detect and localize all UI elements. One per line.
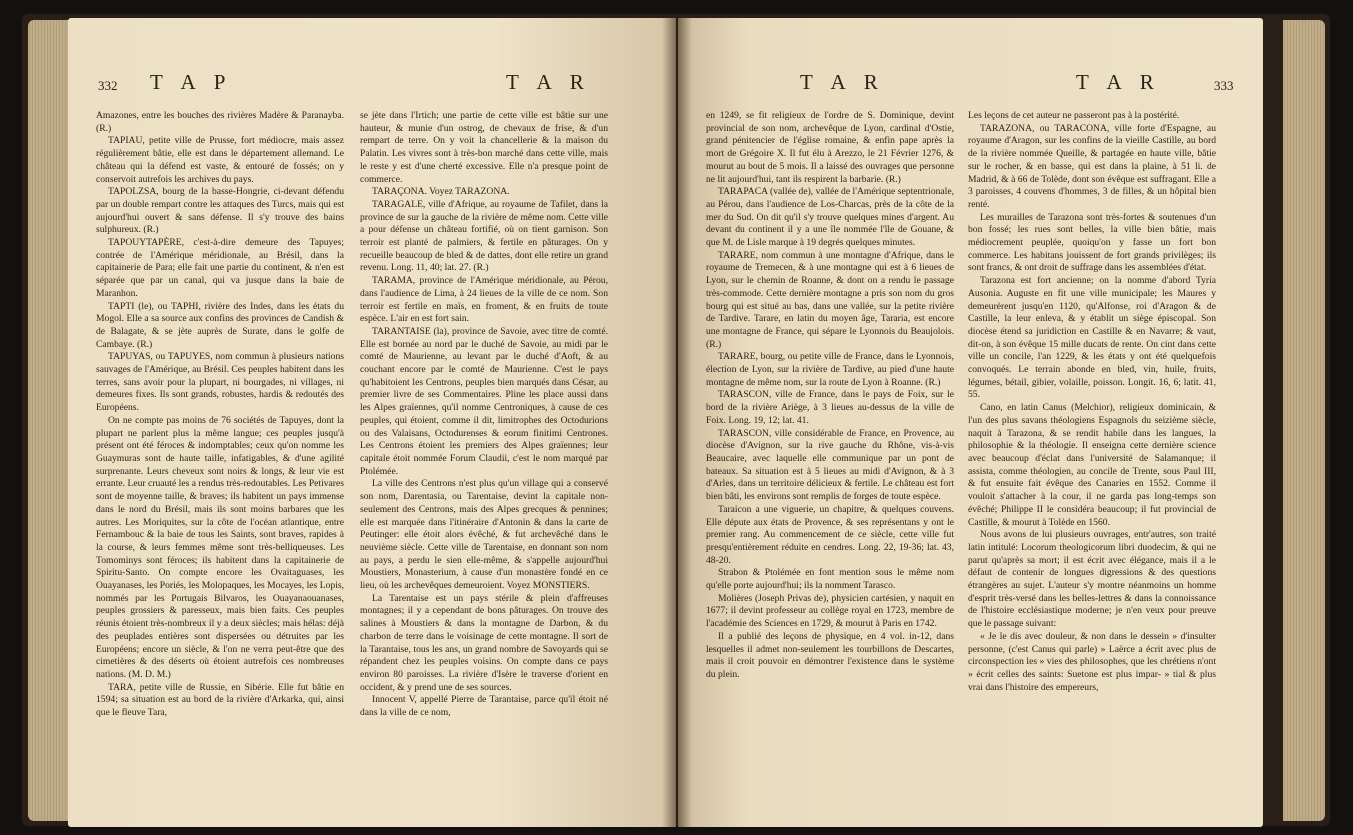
paragraph: On ne compte pas moins de 76 sociétés de Tapuyes, dont la plupart ne parlent plus la même langue; ces peuples jusqu'à présent ont été féroces & indomptables; ceux qu'on nomme les Guaymuras sont de haute taille, infatigables, & d'une agilité surprenante. Leurs cheveux sont noirs & longs, & leur vie est errante. Leur cruauté les a rendus très-redoutables. Les Petivares sont de moyenne taille, & braves; ils habitent un pays immense dans le nord du Brésil, mais ils sont moins barbares que les autres. Les Moriquites, sur la côte de l'océan atlantique, entre Fernambouc & la baie de tous les Saints, sont braves, rapides à la course, & leurs femmes même sont très-belliqueuses. Les Tomominys sont féroces; ils habitent dans la capitainerie de Spiritu-Santo. On compte encore les Ovaitaguases, les Ouayanases, les Poriés, les Molopaques, les Mocayes, les Lopis, nommés par les Portugais Bilvaros, les Ouayanaouanases, peuples grossiers & paresseux, mais bien faits. Ces peuples réunis étoient très-nombreux il y a deux siècles; mais hélas: déjà des peuplades entières sont dispersées ou détruites par les Européens; encore un siècle, & l'on ne verra peut-être que des cimetières & des déserts où étoient autrefois ces nombreuses nations. (M. D. M.) (96, 414, 344, 680)
paragraph: TAPTI (le), ou TAPHI, rivière des Indes, dans les états du Mogol. Elle a sa source aux confins des provinces de Candish & de Balagate, & se jète auprès de Surate, dans le golfe de Cambaye. (R.) (96, 300, 344, 350)
left-page (68, 18, 676, 827)
paragraph: TARASCON, ville de France, dans le pays de Foix, sur le bord de la rivière Ariège, à 3 lieues au-dessus de la ville de Foix. Long. 19, 12; lat. 41. (706, 389, 954, 426)
left-page-edges (28, 20, 70, 821)
paragraph: Taraicon a une viguerie, un chapitre, & quelques couvens. Elle députe aux états de Provence, & ses représentans y ont le premier rang. Au commencement de ce siècle, cette ville fut presqu'entièrement réduite en cendres. Long. 22, 19-36; lat. 43, 48-20. (706, 503, 954, 566)
book-gutter (662, 18, 692, 827)
running-head-left-2: T A R (506, 70, 591, 94)
right-page-column-2 (968, 110, 1216, 694)
paragraph: TARANTAISE (la), province de Savoie, avec titre de comté. Elle est bornée au nord par le duché de Savoie, au midi par le comté de Maurienne, au levant par le duché d'Aoft, & au couchant encore par le comté de Maurienne. C'est le pays qu'habitoient les Centrons, peuples bien marqués dans César, au premier livre de ses Commentaires. Pline les place aussi dans les Alpes graïennes, qu'il nomme Centroniques, à cause de ces peuples, qui étoient, comme il dit, limitrophes des Octodurions ou des Valaisans, Octodurenses & eorum finitimi Centrones. Les Centrons étoient les premiers des Alpes graïennes; leur capitale étoit nommée Forum Claudii, c'est le nom marqué par Ptolémée. (360, 325, 608, 477)
page-number-left: 332 (98, 78, 118, 93)
paragraph: TAPOUYTAPÈRE, c'est-à-dire demeure des Tapuyes; contrée de l'Amérique méridionale, au Brésil, dans la capitainerie de Para; elle fait une partie du continent, & n'en est séparée que par un canal, qui va jusque dans la baie de Maranhon. (96, 237, 344, 299)
paragraph: Tarazona est fort ancienne; on la nomme d'abord Tyria Ausonia. Auguste en fit une ville municipale; les Maures y demeurèrent jusqu'en 1120, qu'Alfonse, roi d'Aragon & de Castille, la leur enleva, & y établit un siège épiscopal. Son diocèse étend sa juridiction en Castille & en Navarre; & vaut, dit-on, à son évêque 15 mille ducats de rente. On cint dans cette ville un concile, l'an 1229, & les états y ont été quelquefois convoqués. Le terrain abonde en bled, vin, huile, fruits, légumes, bétail, gibier, volaille, poisson. Longit. 16, 6; latit. 41, 55. (968, 275, 1216, 401)
paragraph: TAPIAU, petite ville de Prusse, fort médiocre, mais assez régulièrement bâtie, elle est dans le département allemand. Le château qui la défend est vaste, & entouré de fossés; on y conservoit autrefois les archives du pays. (96, 135, 344, 185)
paragraph: TARAMA, province de l'Amérique méridionale, au Pérou, dans l'audience de Lima, à 24 lieues de la ville de ce nom. Son terroir est fertile en maïs, en froment, & en fruits de toute espèce. L'air en est fort sain. (360, 275, 608, 325)
paragraph: La Tarentaise est un pays stérile & plein d'affreuses montagnes; il y a cependant de bons pâturages. On trouve des salines à Moustiers & dans la montagne de Darbon, & du charbon de terre dans le voisinage de cette montagne. Il sort de la Tarantaise, tous les ans, un grand nombre de Savoyards qui se répandent chez les peuples voisins. On compte dans ce pays environ 80 paroisses. La rivière d'Isère le traverse d'orient en occident, & y prend une de ses sources. (360, 592, 608, 693)
paragraph: Les leçons de cet auteur ne passeront pas à la postérité. (968, 110, 1180, 121)
running-head-left-1: T A P (150, 70, 233, 94)
paragraph: TARAÇONA. Voyez TARAZONA. (372, 186, 510, 198)
running-head-right-2: T A R (1076, 70, 1161, 94)
paragraph: Il a publié des leçons de physique, en 4 vol. in-12, dans lesquelles il admet non-seulement les tourbillons de Descartes, mais il croit pouvoir en démontrer l'existence dans le système du plein. (706, 630, 954, 680)
paragraph: Les murailles de Tarazona sont très-fortes & soutenues d'un bon fossé; les rues sont belles, la ville bien bâtie, mais médiocrement peuplée, quoiqu'on y fasse un fort bon commerce. Les habitans jouissent de fort grands privilèges; ils sont francs, & ont droit de suffrage dans les assemblées d'état. (968, 211, 1216, 274)
paragraph: TARAGALE, ville d'Afrique, au royaume de Tafilet, dans la province de sur la gauche de la rivière de même nom. Cette ville a pour défense un château fortifié, où on tient garnison. Son terroir est planté de palmiers, & fertile en pâturages. On y recueille beaucoup de bled & de dattes, dont elle retire un grand revenu. Long. 11, 40; lat. 27. (R.) (360, 198, 608, 274)
left-page-column-1 (96, 110, 344, 720)
paragraph: TARARE, nom commun à une montagne d'Afrique, dans le royaume de Tremecen, & à une montagne qui est à 6 lieues de Lyon, sur le chemin de Roanne, & dont on a rendu le passage très-commode. Cette dernière montagne a pris son nom du gros bourg qui est situé au bas, dans une vallée, sur la petite rivière de Tardive. Tarare, en latin du moyen âge, Tararia, est encore une montagne de France, qui sépare le Lyonnois du Beaujolois. (R.) (706, 249, 954, 350)
paragraph: Molières (Joseph Privas de), physicien cartésien, y naquit en 1677; il devint professeur au collège royal en 1723, membre de l'académie des Sciences en 1729, & mourut à Paris en 1742. (706, 592, 954, 630)
paragraph: Strabon & Ptolémée en font mention sous le même nom qu'elle porte aujourd'hui; ils la nomment Tarasco. (706, 567, 954, 592)
paragraph: en 1249, se fit religieux de l'ordre de S. Dominique, devint provincial de son nom, archevêque de Lyon, cardinal d'Ostie, grand pénitencier de l'église romaine, & enfin pape après la mort de Grégoire X. Il fut élu à Arezzo, le 21 Février 1276, & mourut au bout de 5 mois. Il a laissé des ouvrages que personne ne lit aujourd'hui, tant ils respirent la barbarie. (R.) (706, 110, 954, 185)
paragraph: TARA, petite ville de Russie, en Sibérie. Elle fut bâtie en 1594; sa situation est au bord de la rivière d'Arkarka, qui, ainsi que le fleuve Tara, (96, 681, 344, 719)
paragraph: Cano, en latin Canus (Melchior), religieux dominicain, & l'un des plus savans théologiens Espagnols du seizième siècle, naquit à Tarazona, & se rendit habile dans les langues, la philosophie & la théologie. Il enseigna cette dernière science avec beaucoup d'éclat dans l'université de Salamanque; il assista, comme théologien, au concile de Trente, sous Paul III, & fut ensuite fait évêque des Canaries en 1552. Comme il vouloit s'attacher à la cour, il ne garda pas long-temps son évêché; Philippe II le considéra beaucoup; il fut provincial de Castille, & mourut à Tolède en 1560. (968, 402, 1216, 528)
paragraph: TARAZONA, ou TARACONA, ville forte d'Espagne, au royaume d'Aragon, sur les confins de la vieille Castille, au bord de la rivière nommée Queille, & partagée en haute ville, bâtie sur le rocher, & en basse, qui est dans la plaine, à 51 li. de Madrid, & à 66 de Tolède, dont son évêque est suffragant. Elle a 3 paroisses, 4 couvens d'hommes, 3 de filles, & un hôpital bien renté. (968, 122, 1216, 210)
right-page-edges (1283, 20, 1325, 821)
page-number-right: 333 (1214, 78, 1234, 93)
paragraph: Innocent V, appellé Pierre de Tarantaise, parce qu'il étoit né dans la ville de ce nom, (360, 694, 608, 719)
running-head-right-1: T A R (800, 70, 885, 94)
paragraph: TARAPACA (vallée de), vallée de l'Amérique septentrionale, au Pérou, dans l'audience de Los-Charcas, près de la côte de la mer du Sud. On dit qu'il s'y trouve quelques mines d'argent. Au devant du continent il y a une île nommée l'île de Gouane, & que M. de Lisle marque à 19 degrés quelques minutes. (706, 186, 954, 249)
left-page-column-2 (360, 110, 608, 720)
paragraph: TAPUYAS, ou TAPUYES, nom commun à plusieurs nations sauvages de l'Amérique, au Brésil. Ces peuples habitent dans les terres, sans avoir pour la plupart, ni bourgades, ni villages, ni demeures fixes. Ils sont grands, robustes, hardis & redoutés des Européens. (96, 351, 344, 414)
right-page-column-1 (706, 110, 954, 682)
paragraph: TAPOLZSA, bourg de la basse-Hongrie, ci-devant défendu par un double rempart contre les attaques des Turcs, mais qui est aujourd'hui ouvert & sans défense. Il s'y trouve des bains sulphureux. (R.) (96, 186, 344, 236)
right-page (678, 18, 1263, 827)
paragraph: se jète dans l'Irtich; une partie de cette ville est bâtie sur une hauteur, & munie d'un ostrog, de chevaux de frise, & d'un rempart de terre. On y voit la chancellerie & la maison du Palatin. Les vivres sont à très-bon marché dans cette ville, mais le reste y est d'une cherté excessive. Elle n'a presque point de commerce. (360, 110, 608, 185)
paragraph: TARASCON, ville considérable de France, en Provence, au diocèse d'Avignon, sur la rive gauche du Rhône, vis-à-vis Beaucaire, avec laquelle elle communique par un pont de bateaux. Sa situation est à 5 lieues au midi d'Avignon, & à 3 d'Arles, dans un territoire délicieux & fertile. Le château est fort bien bâti, les environs sont remplis de forges de toute espèce. (706, 427, 954, 503)
paragraph: La ville des Centrons n'est plus qu'un village qui a conservé son nom, Darentasia, ou Tarentaise, devint la capitale non-seulement des Centrons, mais des Alpes grecques & pennines; elle est marquée dans l'itinéraire d'Antonin & dans la carte de Peutinger: elle étoit alors évêché, & fut archevêché dans le neuvième siècle. Cette ville de Tarentaise, en donnant son nom au pays, a perdu le sien elle-même, & s'appelle aujourd'hui Moustiers, Monasterium, à cause d'un monastère fondé en ce lieu, où les archevêques demeuroient. Voyez MONSTIERS. (360, 478, 608, 592)
paragraph: TARARE, bourg, ou petite ville de France, dans le Lyonnois, élection de Lyon, sur la rivière de Tardive, au pied d'une haute montagne de même nom, sur la route de Lyon à Roanne. (R.) (706, 351, 954, 388)
paragraph: Amazones, entre les bouches des rivières Madère & Paranayba. (R.) (96, 110, 344, 134)
paragraph: Nous avons de lui plusieurs ouvrages, entr'autres, son traité latin intitulé: Locorum theologicorum libri duodecim, & qui ne parut qu'après sa mort; il est écrit avec élégance, mais il a le défaut de contenir de longues digressions & des questions étrangères au sujet. L'auteur s'y montre néanmoins un homme d'esprit très-versé dans les belles-lettres & dans la connoissance de l'histoire ecclésiastique moderne; je n'en veux pour preuve que le passage suivant: (968, 529, 1216, 630)
paragraph: « Je le dis avec douleur, & non dans le dessein » d'insulter personne, (c'est Canus qui parle) » Laërce a écrit avec plus de circonspection les » vies des philosophes, que les chrétiens n'ont » écrit celles des saints: Suetone est plus impar- » tial & plus vrai dans l'histoire des empereurs, (968, 630, 1216, 693)
